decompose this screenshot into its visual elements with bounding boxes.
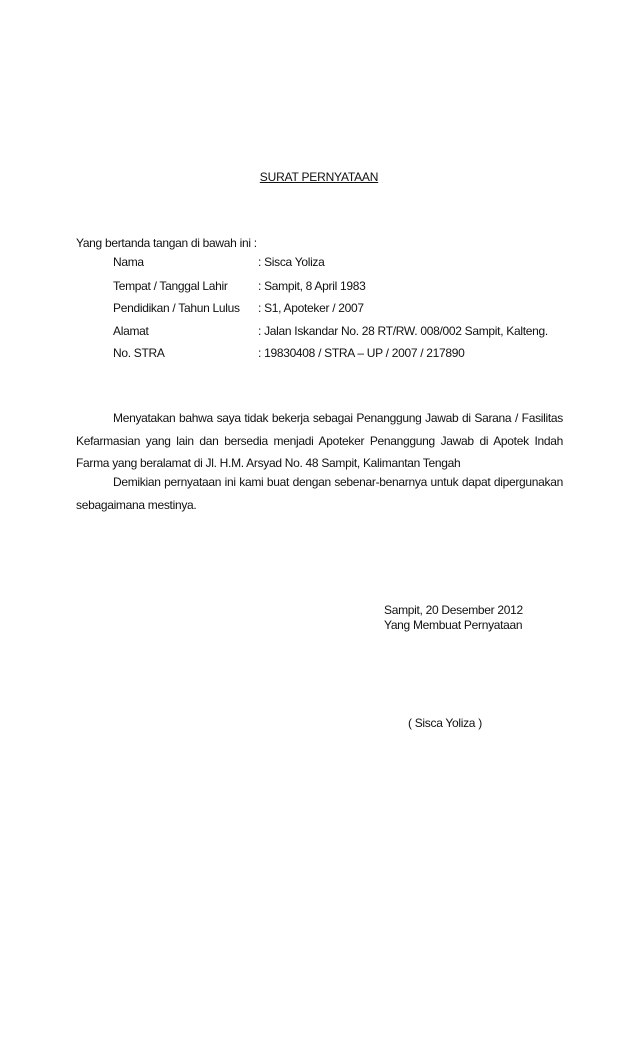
field-value-tempat-tanggal-lahir: : Sampit, 8 April 1983 (258, 279, 366, 293)
field-value-pendidikan: : S1, Apoteker / 2007 (258, 301, 364, 315)
place-date: Sampit, 20 Desember 2012 (384, 603, 523, 617)
document-title: SURAT PERNYATAAN (259, 170, 379, 184)
signer-name: ( Sisca Yoliza ) (408, 716, 482, 730)
statement-paragraph: Menyatakan bahwa saya tidak bekerja sebagai Penanggung Jawab di Sarana / Fasilitas Kefarmasian yang lain dan bersedia menjadi Apoteker Penanggung Jawab di Apotek Indah Farma yang beralamat di Jl. H.M. Arsyad No. 48 Sampit, Kalimantan Tengah (76, 411, 563, 470)
field-label-tempat-tanggal-lahir: Tempat / Tanggal Lahir (113, 279, 228, 293)
field-row-alamat (113, 324, 573, 340)
intro-text: Yang bertanda tangan di bawah ini : (76, 236, 257, 250)
field-row-tempat-tanggal-lahir (113, 279, 573, 295)
field-row-nama (113, 255, 573, 271)
field-value-nama: : Sisca Yoliza (258, 255, 325, 269)
field-row-no-stra (113, 346, 573, 362)
signature-block (384, 603, 523, 633)
field-value-no-stra: : 19830408 / STRA – UP / 2007 / 217890 (258, 346, 465, 360)
closing-paragraph: Demikian pernyataan ini kami buat dengan sebenar-benarnya untuk dapat dipergunakan sebagaimana mestinya. (76, 475, 563, 512)
signer-role: Yang Membuat Pernyataan (384, 618, 523, 632)
field-label-nama: Nama (113, 255, 144, 269)
field-label-no-stra: No. STRA (113, 346, 165, 360)
field-label-alamat: Alamat (113, 324, 149, 338)
field-label-pendidikan: Pendidikan / Tahun Lulus (113, 301, 240, 315)
field-value-alamat: : Jalan Iskandar No. 28 RT/RW. 008/002 Sampit, Kalteng. (258, 324, 548, 338)
field-row-pendidikan (113, 301, 573, 317)
